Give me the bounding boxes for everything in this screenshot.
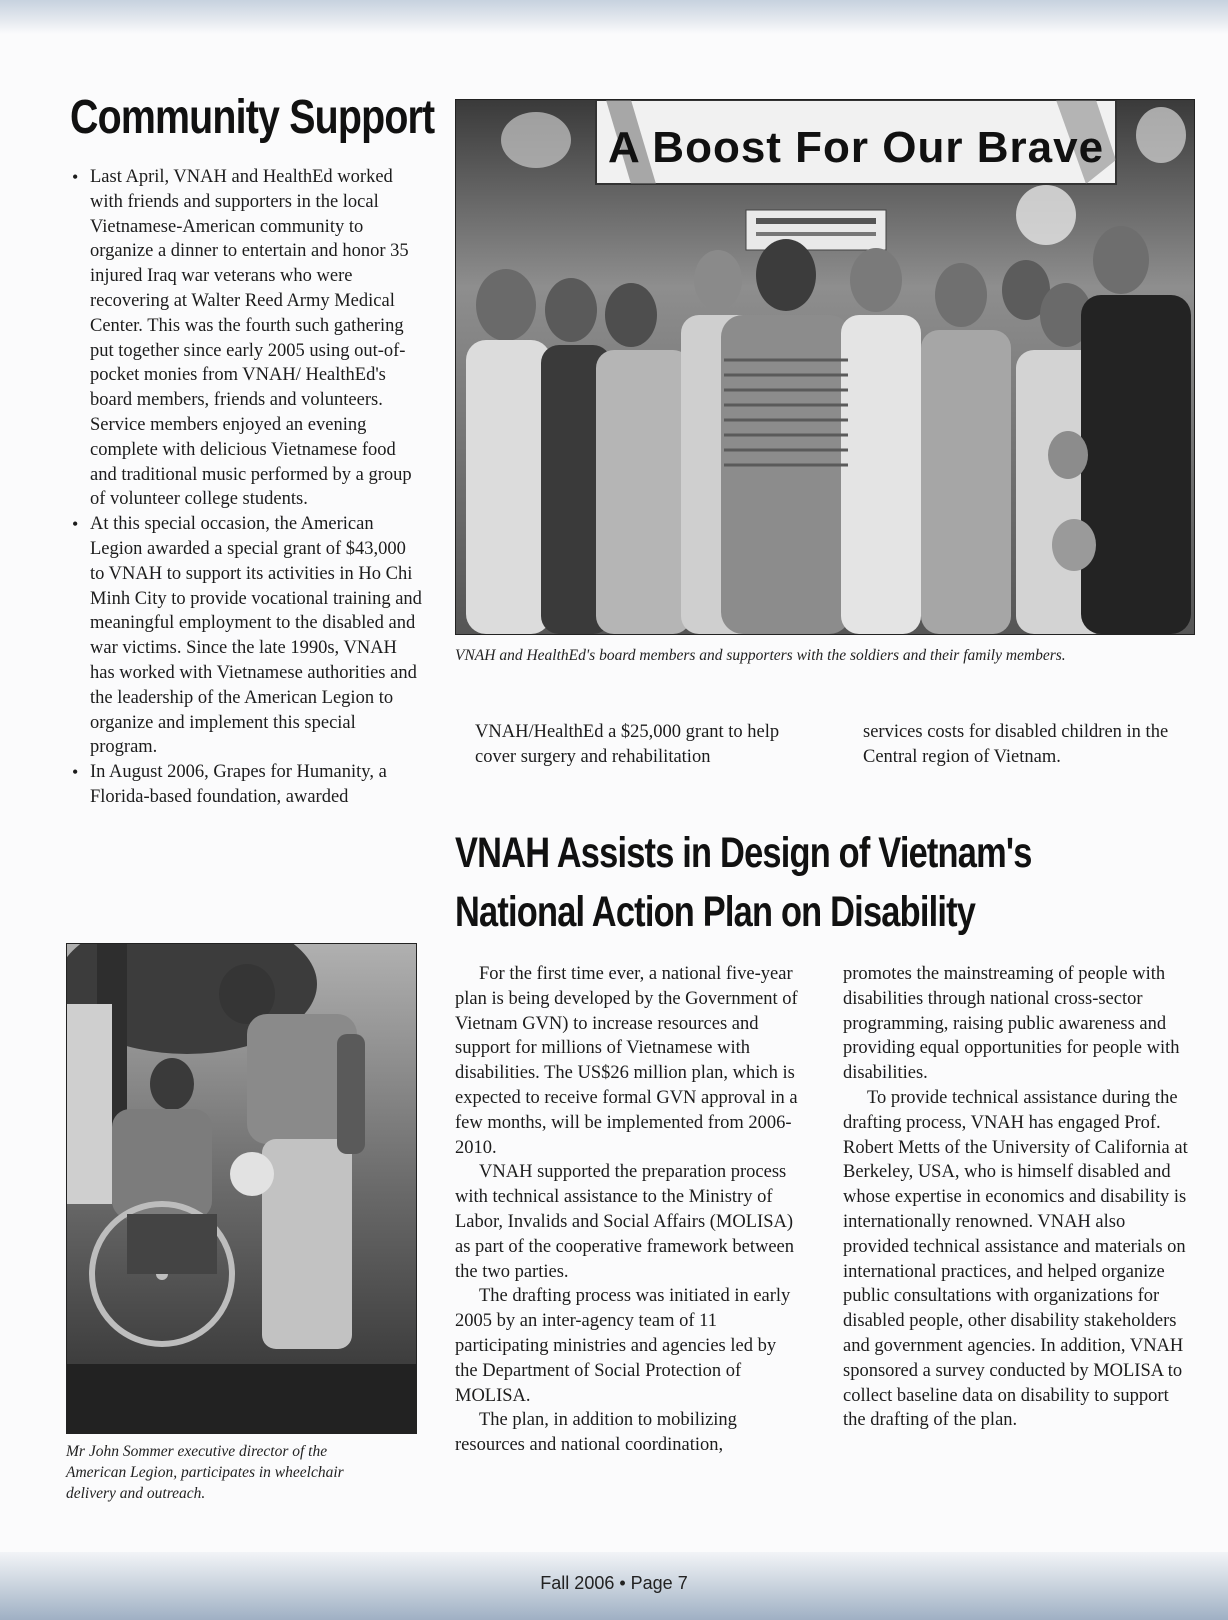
article-paragraph: VNAH supported the preparation process with technical assistance to the Ministry of Labor, Invalids and Social Affairs (MOLISA) as part of the cooperative framework between the two parties. — [455, 1162, 795, 1282]
bottom-photo-caption: Mr John Sommer executive director of the American Legion, participates in wheelchair delivery and outreach. — [66, 1443, 344, 1502]
article-paragraph: To provide technical assistance during the drafting process, VNAH has engaged Prof. Robert Metts of the University of California at Berkeley, USA, who is himself disabled and whose expertise in economics and disability is internationally renowned. VNAH also provided technical assistance and materials on international practices, and helped organize public consultations with organizations for disabled people, other disability stakeholders and government agencies. In addition, VNAH sponsored a survey conducted by MOLISA to collect baseline data on disability to support the drafting of the plan. — [843, 1087, 1188, 1431]
top-decorative-band — [0, 0, 1228, 34]
wheelchair-outreach-photo — [66, 943, 417, 1434]
banner-text: A Boost For Our Brave — [607, 123, 1105, 172]
community-support-list — [70, 165, 422, 810]
article-paragraph: For the first time ever, a national five-year plan is being developed by the Government of Vietnam GVN) to increase resources and support for millions of Vietnamese with disabilities. The US$26 million plan, which is expected to receive formal GVN approval in a few months, will be implemented from 2006-2010. — [455, 964, 798, 1158]
bullet-item: • Last April, VNAH and HealthEd worked with friends and supporters in the local Vietnamese-American community to organize a dinner to entertain and honor 35 injured Iraq war veterans who were recovering at Walter Reed Army Medical Center. This was the fourth such gathering put together since early 2005 using out-of-pocket monies from VNAH/ HealthEd's board members, friends and volunteers. Service members enjoyed an evening complete with delicious Vietnamese food and traditional music performed by a group of volunteer college students. — [70, 165, 422, 512]
article-paragraph: The drafting process was initiated in early 2005 by an inter-agency team of 11 participating ministries and agencies led by the Department of Social Protection of MOLISA. — [455, 1286, 791, 1406]
article-column-1 — [455, 962, 800, 1458]
page-footer: Fall 2006 • Page 7 — [540, 1573, 688, 1593]
vnah-action-plan-heading — [455, 824, 1032, 942]
article-paragraph: The plan, in addition to mobilizing resources and national coordination, — [455, 1410, 737, 1456]
bullet-item: • At this special occasion, the American Legion awarded a special grant of $43,000 to VNAH to support its activities in Ho Chi Minh City to provide vocational training and meaningful employment to the disabled and war victims. Since the late 1990s, VNAH has worked with Vietnamese authorities and the leadership of the American Legion to organize and implement this special program. — [70, 512, 422, 760]
heading-line-1: VNAH Assists in Design of Vietnam's — [455, 829, 1032, 877]
article-column-2 — [843, 962, 1193, 1433]
heading-line-2: National Action Plan on Disability — [455, 888, 976, 936]
grant-continuation-left: VNAH/HealthEd a $25,000 grant to help cover surgery and rehabilitation — [475, 722, 780, 767]
bullet-item: • In August 2006, Grapes for Humanity, a Florida-based foundation, awarded — [70, 760, 422, 810]
dinner-group-photo — [455, 99, 1195, 635]
grant-continuation-right: services costs for disabled children in the Central region of Vietnam. — [863, 722, 1169, 767]
community-support-heading: Community Support — [70, 91, 435, 144]
top-photo-caption: VNAH and HealthEd's board members and supporters with the soldiers and their family members. — [455, 647, 1066, 664]
article-paragraph: promotes the mainstreaming of people with disabilities through national cross-sector programming, raising public awareness and providing equal opportunities for people with disabilities. — [843, 964, 1180, 1084]
